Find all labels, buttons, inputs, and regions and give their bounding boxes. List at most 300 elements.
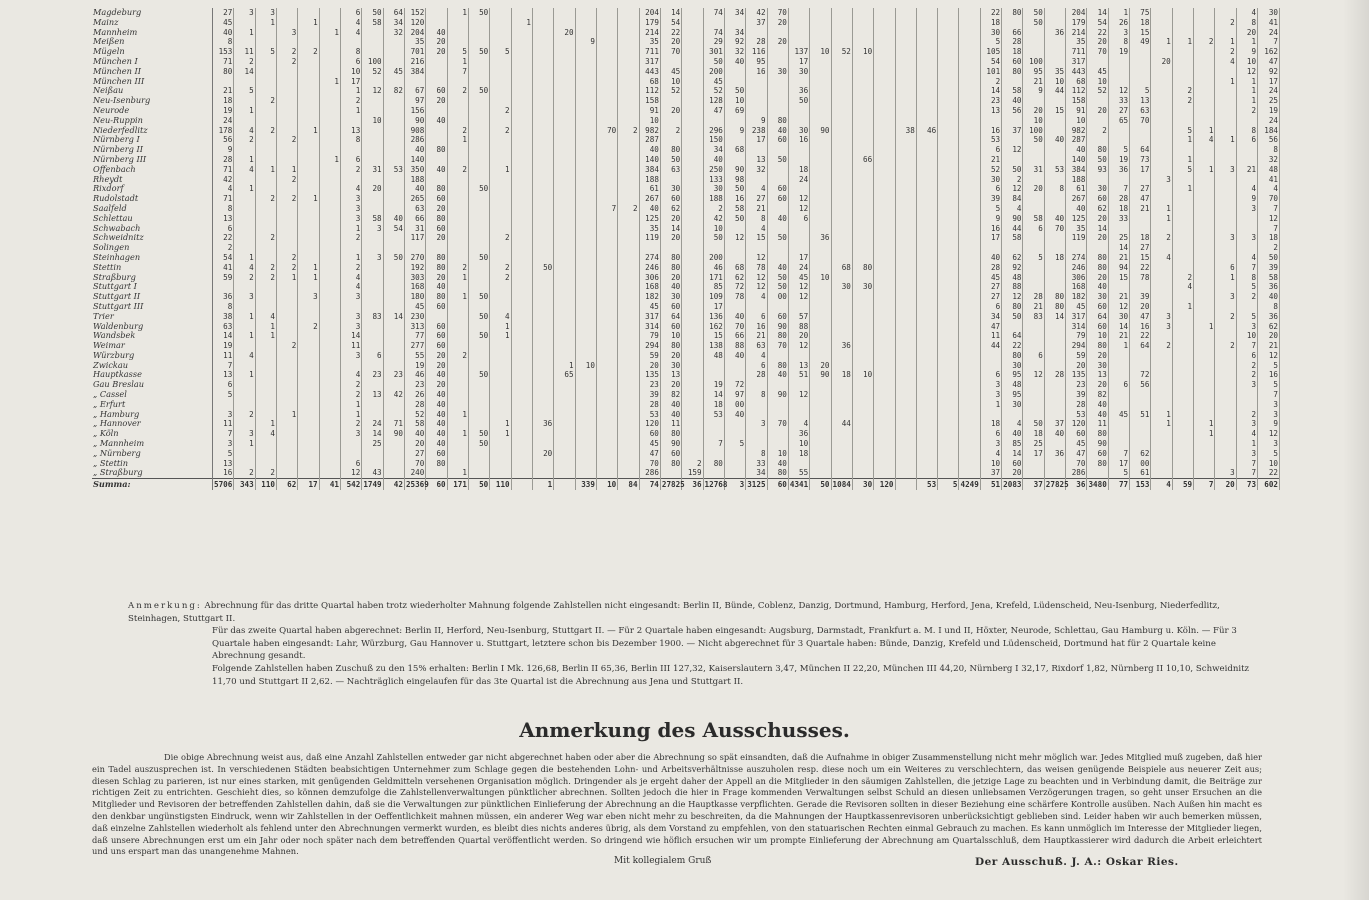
table-cell	[1215, 194, 1236, 204]
table-cell: 2	[980, 77, 1001, 87]
table-cell	[383, 410, 404, 420]
table-cell	[276, 67, 297, 77]
table-cell: 150	[703, 135, 724, 145]
table-cell: 15	[1108, 273, 1129, 283]
table-cell	[959, 253, 980, 263]
table-cell	[596, 419, 617, 429]
table-cell: 5	[213, 449, 234, 459]
table-cell	[682, 370, 703, 380]
table-cell: 42	[383, 479, 404, 491]
table-cell	[298, 155, 319, 165]
table-cell	[810, 96, 831, 106]
table-cell	[255, 37, 276, 47]
table-cell	[724, 18, 745, 28]
table-cell	[959, 380, 980, 390]
table-cell: 2	[340, 380, 361, 390]
table-cell: 35	[1044, 67, 1065, 77]
sum-row	[92, 479, 1280, 491]
table-cell: 2	[276, 175, 297, 185]
table-cell	[895, 175, 916, 185]
table-cell	[1108, 126, 1129, 136]
row-label: Stuttgart III	[92, 302, 213, 312]
table-cell: 7	[1258, 224, 1280, 234]
table-cell: 3480	[1088, 479, 1107, 489]
table-cell	[340, 37, 361, 47]
table-cell: 2	[1151, 233, 1172, 243]
table-cell	[554, 429, 575, 439]
table-cell: 1	[980, 400, 1001, 410]
table-cell	[724, 253, 745, 263]
table-cell: 53	[383, 165, 404, 175]
table-cell	[959, 400, 980, 410]
table-cell	[618, 106, 639, 116]
table-cell	[1044, 468, 1065, 478]
table-cell	[724, 361, 745, 371]
table-cell	[1151, 28, 1172, 38]
table-cell	[1151, 155, 1172, 165]
table-cell	[1151, 86, 1172, 96]
table-cell: 1	[255, 165, 276, 175]
table-cell: 50	[767, 155, 788, 165]
table-cell: 4	[1002, 204, 1023, 214]
table-cell	[788, 106, 809, 116]
table-cell	[938, 243, 959, 253]
table-cell	[874, 116, 895, 126]
table-cell	[938, 194, 959, 204]
table-cell	[362, 194, 383, 204]
table-cell: 1	[490, 322, 511, 332]
table-cell: 10	[767, 449, 788, 459]
table-cell: 1	[490, 331, 511, 341]
table-cell	[1194, 370, 1215, 380]
table-cell	[810, 194, 831, 204]
table-cell	[532, 322, 553, 332]
table-cell	[1044, 273, 1065, 283]
table-cell: 72	[724, 282, 745, 292]
table-cell	[1023, 37, 1044, 47]
table-cell: 12	[1108, 86, 1129, 96]
table-cell: 8	[340, 47, 361, 57]
table-cell	[895, 439, 916, 449]
table-cell	[383, 96, 404, 106]
table-cell	[447, 380, 468, 390]
table-cell	[831, 233, 852, 243]
table-cell	[1172, 468, 1193, 478]
table-cell	[682, 449, 703, 459]
table-cell	[234, 361, 255, 371]
table-cell	[895, 282, 916, 292]
table-cell: 20	[426, 204, 447, 214]
table-cell: 28	[1044, 370, 1065, 380]
table-cell: 70	[1066, 459, 1087, 469]
table-cell: 80	[660, 145, 681, 155]
table-cell: 68	[724, 145, 745, 155]
table-cell	[1044, 380, 1065, 390]
table-cell: 19	[1258, 106, 1280, 116]
table-cell	[383, 302, 404, 312]
table-cell	[511, 86, 532, 96]
table-cell	[362, 175, 383, 185]
table-cell	[916, 419, 937, 429]
table-cell	[1172, 214, 1193, 224]
table-cell: 65	[554, 370, 575, 380]
table-cell	[831, 18, 852, 28]
table-cell	[511, 77, 532, 87]
table-cell: 20	[426, 351, 447, 361]
table-row	[92, 47, 1280, 57]
table-cell: 135	[639, 370, 660, 380]
table-cell	[319, 312, 340, 322]
table-cell: 6	[213, 380, 234, 390]
table-cell	[596, 331, 617, 341]
table-cell	[895, 224, 916, 234]
table-cell: 20	[426, 233, 447, 243]
table-cell: 4	[1194, 135, 1215, 145]
table-cell	[319, 126, 340, 136]
table-cell	[810, 449, 831, 459]
table-cell	[298, 351, 319, 361]
table-cell	[959, 312, 980, 322]
table-cell	[1087, 57, 1108, 67]
table-cell: 36	[831, 341, 852, 351]
table-cell	[895, 351, 916, 361]
table-cell	[767, 106, 788, 116]
table-cell: 80	[660, 341, 681, 351]
table-cell: 701	[404, 47, 425, 57]
table-cell	[362, 361, 383, 371]
table-row	[92, 400, 1280, 410]
table-cell: 18	[788, 449, 809, 459]
table-cell	[490, 77, 511, 87]
table-cell	[255, 459, 276, 469]
table-cell: 25	[1258, 96, 1280, 106]
table-cell	[383, 77, 404, 87]
table-cell	[1151, 47, 1172, 57]
table-cell	[511, 400, 532, 410]
table-cell	[682, 86, 703, 96]
table-cell: 2	[298, 47, 319, 57]
table-cell: 50	[724, 86, 745, 96]
table-cell: 5	[1023, 253, 1044, 263]
table-cell	[895, 312, 916, 322]
table-cell	[532, 194, 553, 204]
table-cell	[1194, 253, 1215, 263]
table-cell: 39	[980, 194, 1001, 204]
table-cell	[916, 224, 937, 234]
table-cell: 105	[980, 47, 1001, 57]
table-cell: 5	[1258, 380, 1280, 390]
table-cell: 1	[340, 224, 361, 234]
table-cell: 97	[724, 390, 745, 400]
row-label: Schweidnitz	[92, 233, 213, 243]
table-cell: 5	[234, 86, 255, 96]
row-label: München I	[92, 57, 213, 67]
table-cell: 270	[404, 253, 425, 263]
table-cell	[916, 273, 937, 283]
table-cell	[447, 419, 468, 429]
table-cell	[746, 429, 767, 439]
table-cell	[874, 459, 895, 469]
table-cell	[1172, 410, 1193, 420]
table-cell: 60	[1002, 57, 1023, 67]
table-cell	[532, 312, 553, 322]
table-cell: 3	[1236, 419, 1257, 429]
table-cell: 7	[447, 67, 468, 77]
table-cell: 26	[404, 390, 425, 400]
table-cell	[852, 8, 873, 18]
table-cell	[447, 331, 468, 341]
table-cell: 2	[1151, 341, 1172, 351]
table-cell	[916, 77, 937, 87]
table-cell	[895, 370, 916, 380]
table-cell	[447, 194, 468, 204]
table-cell	[938, 273, 959, 283]
table-cell	[213, 77, 234, 87]
table-row	[92, 86, 1280, 96]
table-cell: 1	[1172, 135, 1193, 145]
table-cell	[618, 86, 639, 96]
table-cell: 42	[703, 214, 724, 224]
table-cell	[916, 106, 937, 116]
table-cell	[298, 37, 319, 47]
table-cell: 34	[383, 18, 404, 28]
table-cell: 8	[746, 390, 767, 400]
table-cell	[575, 322, 596, 332]
table-cell: 6	[1236, 135, 1257, 145]
table-cell: 2	[276, 263, 297, 273]
table-cell: 18	[213, 96, 234, 106]
table-cell	[532, 410, 553, 420]
table-cell	[1215, 459, 1236, 469]
table-cell: 11	[213, 351, 234, 361]
table-cell: 15	[746, 233, 767, 243]
table-cell	[682, 233, 703, 243]
table-row	[92, 243, 1280, 253]
table-cell	[511, 47, 532, 57]
table-cell	[255, 155, 276, 165]
table-cell: 32	[724, 47, 745, 57]
table-cell: 306	[639, 273, 660, 283]
table-cell	[234, 449, 255, 459]
table-cell	[1002, 155, 1023, 165]
table-cell	[852, 419, 873, 429]
table-cell: 60	[639, 429, 660, 439]
table-cell	[938, 390, 959, 400]
table-cell: 5	[1108, 468, 1129, 478]
page-edge-shadow	[1343, 0, 1369, 900]
table-cell: 1749	[363, 479, 382, 489]
table-cell: 287	[639, 135, 660, 145]
notes-paragraph-2: Für das zweite Quartal haben abgerechnet: Berlin II, Herford, Neu-Isenburg, Stuttgart II. — Für 2 Quartale haben eingesandt: Augsburg, Darmstadt, Frankfurt a. M. I und II, Höxter, Neurode, Schlettau, Gau Hamburg u. Köln. — Für 3 Quartale haben eingesandt: Lahr, Würzburg, Gau Hannover u. Stuttgart, letztere schon bis Dezember 1900. — Nicht abgerechnet für 3 Quartale haben: Bünde, Danzig, Krefeld und Lüdenscheid, Dortmund hat für 2 Quartale keine Abrechnung gesandt.	[212, 626, 1237, 662]
table-cell	[298, 165, 319, 175]
table-cell	[298, 341, 319, 351]
table-cell: 2	[447, 165, 468, 175]
table-cell	[682, 8, 703, 18]
table-cell	[980, 410, 1001, 420]
table-cell: 60	[660, 449, 681, 459]
table-cell	[276, 126, 297, 136]
table-cell	[404, 243, 425, 253]
table-cell	[938, 67, 959, 77]
table-cell	[831, 390, 852, 400]
table-cell	[1194, 380, 1215, 390]
table-cell	[1044, 116, 1065, 126]
table-cell	[895, 400, 916, 410]
table-cell: 60	[426, 302, 447, 312]
table-cell	[724, 77, 745, 87]
table-cell	[938, 419, 959, 429]
table-cell: 3	[1151, 322, 1172, 332]
table-cell	[532, 8, 553, 18]
table-cell: 60	[1087, 194, 1108, 204]
table-cell	[959, 135, 980, 145]
table-cell: 3	[1258, 400, 1280, 410]
table-cell	[511, 341, 532, 351]
table-cell	[1108, 67, 1129, 77]
table-cell	[319, 18, 340, 28]
table-cell	[1130, 429, 1151, 439]
table-cell	[1108, 175, 1129, 185]
table-cell	[1172, 204, 1193, 214]
table-cell: 63	[660, 165, 681, 175]
table-cell	[276, 449, 297, 459]
table-cell	[938, 429, 959, 439]
table-cell: 58	[1023, 214, 1044, 224]
table-cell: 2	[340, 263, 361, 273]
table-cell	[682, 47, 703, 57]
table-cell	[1236, 390, 1257, 400]
table-cell: 27	[980, 292, 1001, 302]
table-cell	[895, 273, 916, 283]
table-cell	[383, 331, 404, 341]
table-cell	[938, 96, 959, 106]
table-cell	[554, 468, 575, 478]
table-cell: 2	[490, 126, 511, 136]
table-cell	[276, 106, 297, 116]
table-cell: 214	[639, 28, 660, 38]
table-cell	[1194, 106, 1215, 116]
table-cell	[1194, 449, 1215, 459]
table-cell: 80	[1087, 429, 1108, 439]
table-cell: 1	[511, 18, 532, 28]
table-cell	[383, 282, 404, 292]
table-cell: 85	[703, 282, 724, 292]
table-cell	[959, 77, 980, 87]
table-cell	[916, 184, 937, 194]
table-cell	[703, 116, 724, 126]
table-cell: 14	[980, 86, 1001, 96]
table-cell: 23	[383, 370, 404, 380]
table-cell: 30	[703, 184, 724, 194]
table-cell	[1151, 361, 1172, 371]
table-cell	[1172, 77, 1193, 87]
table-cell	[1151, 194, 1172, 204]
table-cell	[767, 145, 788, 155]
table-cell	[1151, 106, 1172, 116]
table-cell: 9	[1236, 194, 1257, 204]
table-cell	[916, 8, 937, 18]
table-cell: 58	[362, 214, 383, 224]
table-cell	[1172, 116, 1193, 126]
table-cell: 40	[724, 57, 745, 67]
table-cell: 50	[767, 233, 788, 243]
table-cell: 97	[404, 96, 425, 106]
table-cell: 39	[639, 390, 660, 400]
table-cell	[831, 459, 852, 469]
table-cell: 95	[1002, 390, 1023, 400]
table-cell: 15	[1130, 28, 1151, 38]
table-cell: 116	[746, 47, 767, 57]
table-cell: 78	[1130, 273, 1151, 283]
table-cell	[298, 28, 319, 38]
row-label: Schwabach	[92, 224, 213, 234]
table-cell	[852, 175, 873, 185]
table-cell	[362, 155, 383, 165]
table-cell	[810, 116, 831, 126]
table-cell	[1130, 57, 1151, 67]
table-cell	[490, 116, 511, 126]
table-cell: 7	[213, 361, 234, 371]
table-cell	[319, 135, 340, 145]
table-row	[92, 194, 1280, 204]
table-cell: 4249	[960, 479, 979, 489]
table-cell	[767, 204, 788, 214]
table-cell	[916, 28, 937, 38]
table-cell	[1194, 8, 1215, 18]
table-cell	[1215, 86, 1236, 96]
table-cell: 13	[213, 370, 234, 380]
table-cell: 80	[1002, 351, 1023, 361]
table-cell	[383, 341, 404, 351]
table-cell: 36	[213, 292, 234, 302]
table-cell: 40	[426, 282, 447, 292]
table-cell	[831, 8, 852, 18]
table-cell: 25	[1108, 233, 1129, 243]
table-row	[92, 18, 1280, 28]
table-cell	[682, 243, 703, 253]
table-cell: 18	[980, 18, 1001, 28]
table-cell: 80	[1087, 145, 1108, 155]
table-cell	[554, 273, 575, 283]
table-cell	[916, 380, 937, 390]
table-cell: 40	[639, 204, 660, 214]
table-cell: 68	[1066, 77, 1087, 87]
table-cell	[319, 243, 340, 253]
table-cell: 286	[404, 135, 425, 145]
table-cell: 82	[383, 86, 404, 96]
table-cell: 32	[383, 28, 404, 38]
table-row	[92, 116, 1280, 126]
table-cell	[874, 400, 895, 410]
table-cell: 1	[234, 253, 255, 263]
table-cell	[596, 165, 617, 175]
table-cell: 54	[213, 253, 234, 263]
table-cell: 60	[767, 184, 788, 194]
table-cell: 2	[276, 253, 297, 263]
table-cell: 22	[1087, 28, 1108, 38]
table-cell	[916, 331, 937, 341]
table-cell	[938, 459, 959, 469]
table-cell	[383, 145, 404, 155]
table-cell: 1	[1194, 126, 1215, 136]
table-cell	[426, 175, 447, 185]
table-cell: 80	[426, 253, 447, 263]
table-cell: 62	[1258, 322, 1280, 332]
table-cell: 70	[724, 322, 745, 332]
table-cell: 214	[1066, 28, 1087, 38]
table-cell	[1044, 194, 1065, 204]
table-cell: 2	[1002, 175, 1023, 185]
